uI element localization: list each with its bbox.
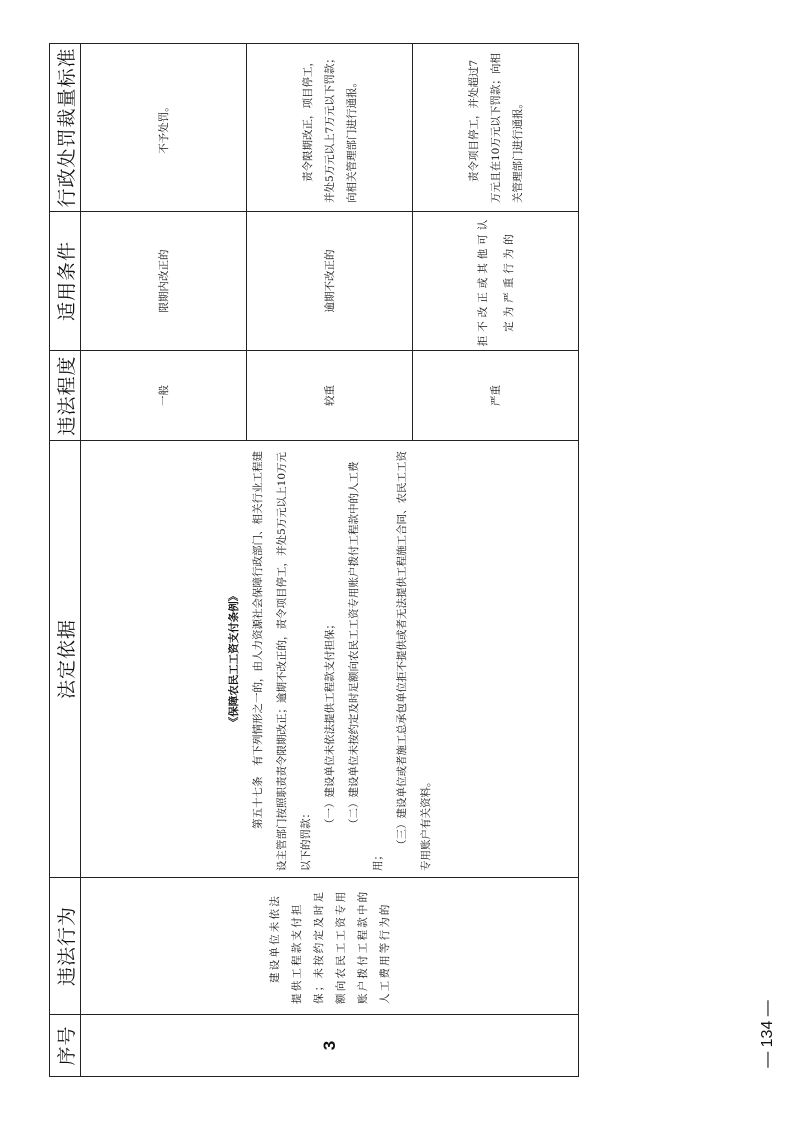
table-header-row (50, 44, 81, 1077)
header-degree: 违法程度 (50, 351, 81, 441)
article-text: 第五十七条 有下列情形之一的，由人力资源社会保障行政部门、相关行业工程建设主管部门按照职责责令限期改正；逾期不改正的，责令项目停工，并处5万元以上10万元以下的罚款： (251, 451, 312, 871)
violation-behavior-cell (81, 878, 579, 1015)
header-seq: 序号 (50, 1015, 81, 1077)
degree-severe: 严重 (413, 351, 579, 441)
article-item-1: （一）建设单位未依法提供工程款支付担保； (323, 619, 336, 829)
article-item-2: （二）建设单位未按约定及时足额向农民工工资专用账户拨付工程款中的人工费用； (347, 461, 384, 871)
degree-general: 一般 (81, 351, 247, 441)
condition-severe: 拒不改正或其他可认定为严重行为的 (413, 212, 579, 351)
page-number-area (748, 985, 788, 1085)
penalty-general: 不予处罚。 (81, 44, 247, 212)
condition-general: 限期内改正的 (81, 212, 247, 351)
penalty-serious-cell (247, 44, 413, 212)
row-seq: 3 (81, 1015, 579, 1077)
header-behavior: 违法行为 (50, 878, 81, 1015)
penalty-serious: 责令限期改正，项目停工，并处5万元以上7万元以下罚款；向相关管理部门进行通报。 (301, 53, 358, 203)
penalty-severe: 责令项目停工，并处超过7万元且在10万元以下罚款；向相关管理部门进行通报。 (467, 53, 524, 203)
header-penalty: 行政处罚裁量标准 (50, 44, 81, 212)
violation-behavior-text: 建设单位未依法提供工程款支付担保；未按约定及时足额向农民工工资专用账户拨付工程款中的人工费用等行为的 (268, 889, 391, 1004)
header-basis: 法定依据 (50, 441, 81, 878)
header-condition: 适用条件 (50, 212, 81, 351)
table-row (81, 44, 247, 1077)
penalty-severe-cell (413, 44, 579, 212)
legal-basis-cell (81, 441, 579, 878)
law-title: 《保障农民工工资支付条例》 (227, 590, 240, 728)
penalty-standard-table (49, 43, 579, 1077)
condition-serious: 逾期不改正的 (247, 212, 413, 351)
rotated-page-content (49, 44, 579, 1077)
article-item-3: （三）建设单位或者施工总承包单位拒不提供或者无法提供工程施工合同、农民工工资专用账户有关资料。 (395, 451, 432, 871)
page-number: — 134 — (759, 1000, 776, 1068)
degree-serious: 较重 (247, 351, 413, 441)
